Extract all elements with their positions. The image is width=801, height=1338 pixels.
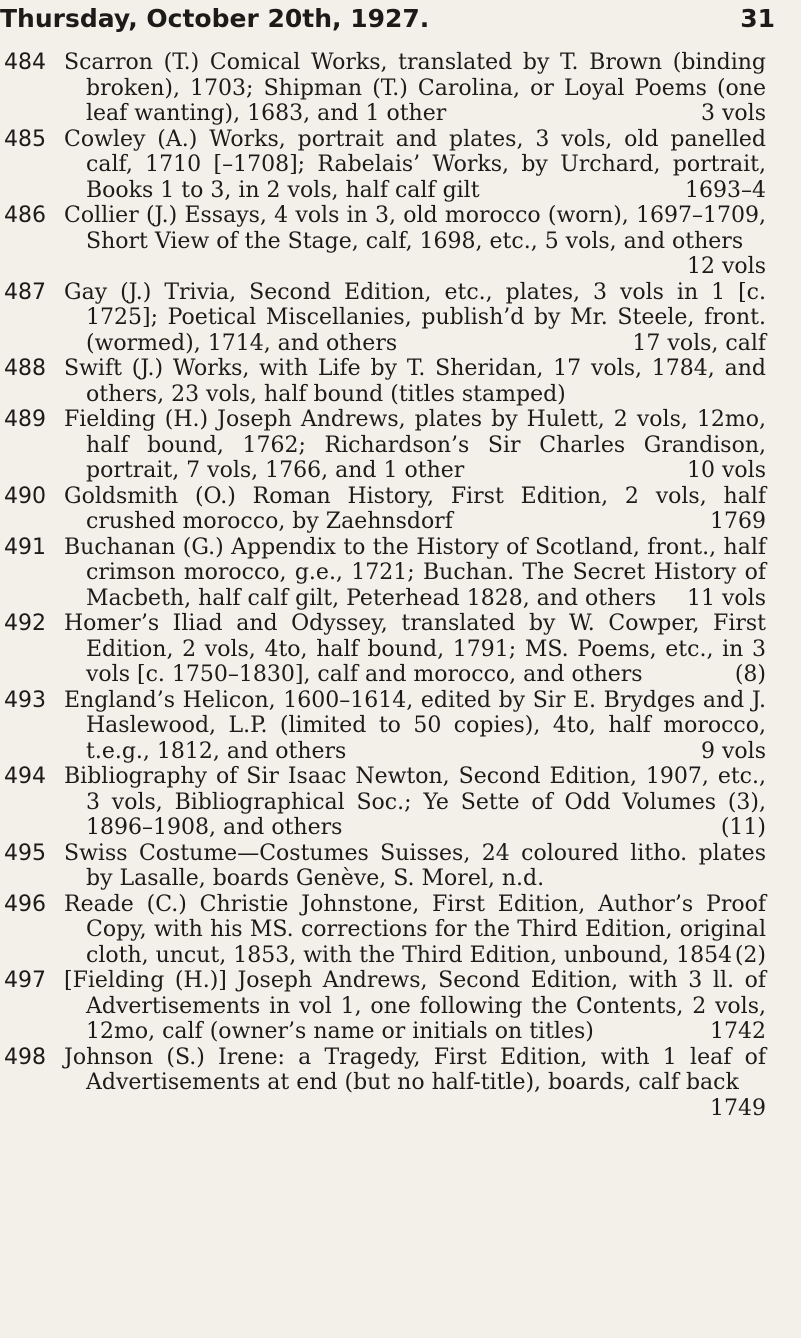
lot-entry [0,688,801,765]
lot-quantity: 1742 [710,1019,766,1044]
lot-entry [0,356,801,407]
lot-entry [0,764,801,841]
lot-description: Swiss Costume—Costumes Suisses, 24 coloured litho. plates by Lasalle, boards Genève, S. Morel, n.d. [64,840,766,891]
lot-quantity: 9 vols [701,738,766,764]
lot-entry [0,611,801,688]
lot-entry [0,535,801,612]
lot-entry [0,407,801,484]
lot-text [64,841,766,892]
lot-quantity: 1769 [710,509,766,534]
lot-description: Goldsmith (O.) Roman History, First Edition, 2 vols, half crushed morocco, by Zaehnsdorf [64,483,766,534]
lot-text [64,688,766,765]
lot-text [64,127,766,204]
lot-text [64,50,766,127]
lot-description: Homer’s Iliad and Odyssey, translated by W. Cowper, First Edition, 2 vols, 4to, half bound, 1791; MS. Poems, etc., in 3 vols [c. 1750–1830], calf and morocco, and others [64,611,766,687]
lot-description: Collier (J.) Essays, 4 vols in 3, old morocco (worn), 1697–1709, Short View of the Stage, calf, 1698, etc., 5 vols, and others [64,203,766,254]
lot-text [64,407,766,484]
sale-date: Thursday, October 20th, 1927. [0,4,430,33]
lot-text [64,280,766,357]
lot-description: Gay (J.) Trivia, Second Edition, etc., plates, 3 vols in 1 [c. 1725]; Poetical Miscellanies, publish’d by Mr. Steele, front. (wormed), 1714, and others [64,279,766,356]
lot-entry [0,127,801,204]
lot-number: 487 [4,279,46,305]
lot-number: 495 [4,840,46,866]
lot-text [64,484,766,535]
lot-description: [Fielding (H.)] Joseph Andrews, Second Edition, with 3 ll. of Advertisements in vol 1, one following the Contents, 2 vols, 12mo, calf (owner’s name or initials on titles) [64,968,766,1044]
lot-quantity: 10 vols [687,458,766,483]
lot-quantity: 17 vols, calf [632,330,766,356]
lot-text [64,611,766,688]
lot-description: Reade (C.) Christie Johnstone, First Edition, Author’s Proof Copy, with his MS. corrections for the Third Edition, original cloth, uncut, 1853, with the Third Edition, unbound, 1854 [64,891,766,968]
lot-description: Johnson (S.) Irene: a Tragedy, First Edition, with 1 leaf of Advertisements at end (but no half-title), boards, calf back [64,1044,766,1095]
lot-description: Bibliography of Sir Isaac Newton, Second Edition, 1907, etc., 3 vols, Bibliographical Soc.; Ye Sette of Odd Volumes (3), 1896–1908, and others [64,764,766,840]
lot-entry [0,1045,801,1122]
lot-number: 496 [4,891,46,917]
page-number: 31 [740,4,775,33]
lot-quantity: 3 vols [701,101,766,126]
lot-number: 491 [4,534,46,560]
lot-number: 488 [4,356,46,381]
lot-description: Buchanan (G.) Appendix to the History of Scotland, front., half crimson morocco, g.e., 1721; Buchan. The Secret History of Macbeth, half calf gilt, Peterhead 1828, and others [64,534,766,611]
page-header [0,4,775,42]
lot-number: 489 [4,407,46,432]
lot-entry [0,50,801,127]
lot-number: 484 [4,50,46,75]
lot-entry [0,280,801,357]
lot-text [64,892,766,969]
lot-text [64,535,766,612]
lot-text [64,968,766,1045]
lot-text [64,1045,766,1122]
lot-entry [0,841,801,892]
lot-number: 486 [4,203,46,228]
lot-description: Cowley (A.) Works, portrait and plates, 3 vols, old panelled calf, 1710 [–1708]; Rabelais’ Works, by Urchard, portrait, Books 1 to 3, in 2 vols, half calf gilt [64,126,766,203]
lot-description: Fielding (H.) Joseph Andrews, plates by Hulett, 2 vols, 12mo, half bound, 1762; Richardson’s Sir Charles Grandison, portrait, 7 vols, 1766, and 1 other [64,407,766,483]
lot-quantity: (8) [734,662,766,687]
lot-quantity: (11) [720,815,766,840]
lot-quantity: 12 vols [687,254,766,279]
lot-entry [0,203,801,280]
lot-text [64,764,766,841]
lot-list [0,50,801,1121]
lot-entry [0,484,801,535]
lot-quantity: 1749 [710,1095,766,1121]
lot-text [64,356,766,407]
lot-number: 485 [4,126,46,152]
lot-quantity: 1693–4 [685,177,766,203]
lot-description: England’s Helicon, 1600–1614, edited by Sir E. Brydges and J. Haslewood, L.P. (limited to 50 copies), 4to, half morocco, t.e.g., 1812, and others [64,687,766,764]
lot-number: 490 [4,483,46,509]
lot-number: 492 [4,611,46,636]
lot-number: 498 [4,1044,46,1070]
lot-number: 493 [4,687,46,713]
lot-description: Scarron (T.) Comical Works, translated by T. Brown (binding broken), 1703; Shipman (T.) Carolina, or Loyal Poems (one leaf wanting), 1683, and 1 other [64,50,766,126]
lot-quantity: 11 vols [687,585,766,611]
lot-text [64,203,766,280]
lot-entry [0,968,801,1045]
lot-quantity: (2) [734,942,766,968]
lot-number: 497 [4,968,46,993]
lot-description: Swift (J.) Works, with Life by T. Sheridan, 17 vols, 1784, and others, 23 vols, half bound (titles stamped) [64,356,766,407]
lot-number: 494 [4,764,46,789]
lot-entry [0,892,801,969]
